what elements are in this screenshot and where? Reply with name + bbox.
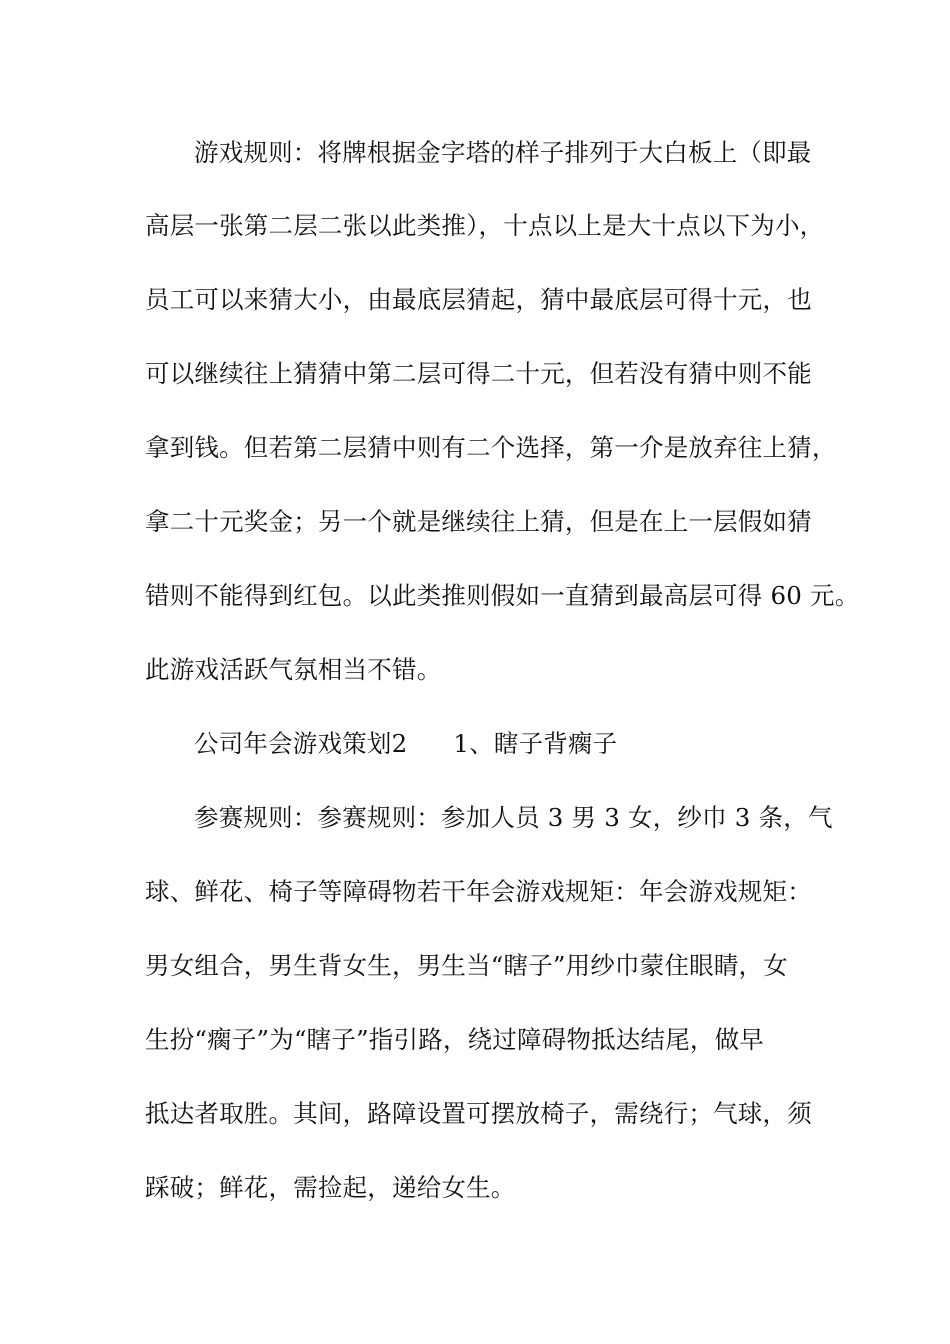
paragraph-line: 此游戏活跃气氛相当不错。 — [145, 655, 442, 684]
paragraph-line: 员工可以来猜大小，由最底层猜起，猜中最底层可得十元，也 — [145, 285, 812, 314]
paragraph-line: 生扮“瘸子”为“瞎子”指引路，绕过障碍物抵达结尾，做早 — [145, 1025, 764, 1054]
paragraph-line: 抵达者取胜。其间，路障设置可摆放椅子，需绕行；气球，须 — [145, 1099, 812, 1128]
paragraph-line: 高层一张第二层二张以此类推），十点以上是大十点以下为小， — [145, 211, 825, 240]
paragraph-line: 踩破；鲜花，需捡起，递给女生。 — [145, 1173, 516, 1202]
paragraph-line: 拿二十元奖金；另一个就是继续往上猜，但是在上一层假如猜 — [145, 507, 812, 536]
section-heading-row — [194, 727, 884, 761]
paragraph-line: 拿到钱。但若第二层猜中则有二个选择，第一介是放弃往上猜， — [145, 433, 837, 462]
paragraph-line: 错则不能得到红包。以此类推则假如一直猜到最高层可得 60 元。 — [145, 581, 860, 610]
paragraph-line: 参赛规则：参赛规则：参加人员 3 男 3 女，纱巾 3 条，气 — [194, 803, 833, 832]
paragraph-line: 游戏规则：将牌根据金字塔的样子排列于大白板上（即最 — [194, 138, 812, 167]
section-heading: 公司年会游戏策划2 — [194, 729, 408, 758]
paragraph-line: 球、鲜花、椅子等障碍物若干年会游戏规矩：年会游戏规矩： — [145, 877, 812, 906]
section-item-title: 1、瞎子背瘸子 — [453, 729, 618, 758]
paragraph-line: 男女组合，男生背女生，男生当“瞎子”用纱巾蒙住眼睛，女 — [145, 951, 788, 980]
paragraph-line: 可以继续往上猜猜中第二层可得二十元，但若没有猜中则不能 — [145, 359, 812, 388]
